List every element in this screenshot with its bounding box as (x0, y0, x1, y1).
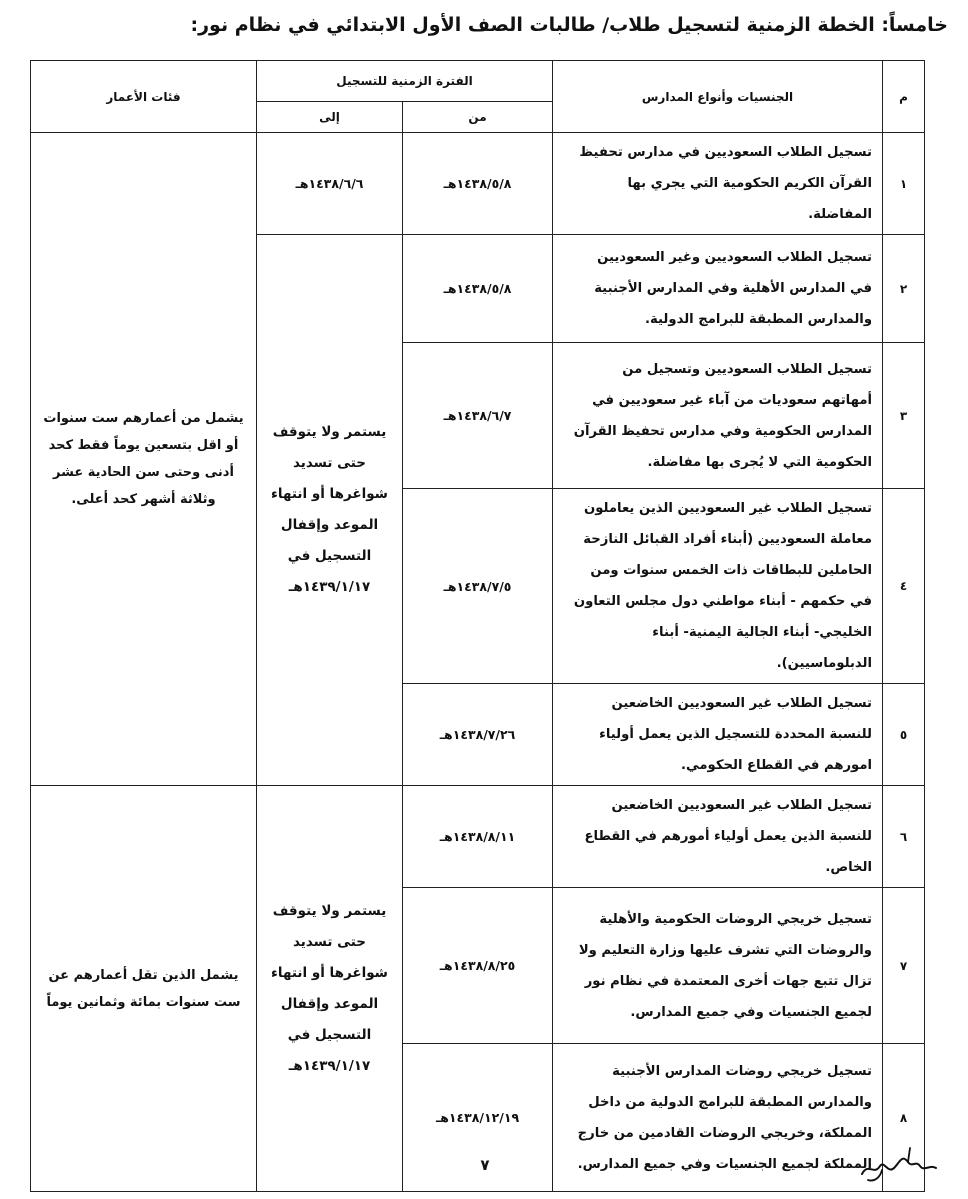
row-description: تسجيل الطلاب غير السعوديين الذين يعاملون معاملة السعوديين (أبناء أفراد القبائل النازحة الحاملين للبطاقات ذات الخمس سنوات ومن في حكمهم - أبناء مواطني دول مجلس التعاون الخليجي- أبناء الجالية اليمنية- أبناء الدبلوماسيين). (553, 489, 883, 684)
row-from-date: ١٤٣٨/٨/٢٥هـ (403, 888, 553, 1044)
row-from-date: ١٤٣٨/٦/٧هـ (403, 343, 553, 489)
row-description: تسجيل الطلاب السعوديين وغير السعوديين في المدارس الأهلية وفي المدارس الأجنبية والمدارس المطبقة للبرامج الدولية. (553, 235, 883, 343)
row-to-date: ١٤٣٨/٦/٦هـ (257, 133, 403, 235)
row-number: ٤ (883, 489, 925, 684)
row-description: تسجيل الطلاب غير السعوديين الخاضعين للنسبة الذين يعمل أولياء أمورهم في القطاع الخاص. (553, 786, 883, 888)
row-from-date: ١٤٣٨/٧/٥هـ (403, 489, 553, 684)
age-group-cell: يشمل الذين تقل أعمارهم عن ست سنوات بمائة وثمانين يوماً (31, 786, 257, 1192)
header-description: الجنسيات وأنواع المدارس (553, 61, 883, 133)
row-number: ٥ (883, 684, 925, 786)
row-number: ٢ (883, 235, 925, 343)
header-number: م (883, 61, 925, 133)
row-from-date: ١٤٣٨/١٢/١٩هـ (403, 1044, 553, 1192)
header-to: إلى (257, 102, 403, 133)
row-from-date: ١٤٣٨/٨/١١هـ (403, 786, 553, 888)
row-from-date: ١٤٣٨/٥/٨هـ (403, 235, 553, 343)
row-description: تسجيل خريجي الروضات الحكومية والأهلية والروضات التي تشرف عليها وزارة التعليم ولا تزال تتبع جهات أخرى المعتمدة في نظام نور لجميع الجنسيات وفي جميع المدارس. (553, 888, 883, 1044)
page-number: ٧ (480, 1156, 490, 1174)
table-row (31, 786, 925, 888)
registration-end-note: يستمر ولا يتوقف حتى تسديد شواغرها أو انتهاء الموعد وإقفال التسجيل في ١٤٣٩/١/١٧هـ (257, 235, 403, 786)
row-from-date: ١٤٣٨/٧/٢٦هـ (403, 684, 553, 786)
page-title: خامساً: الخطة الزمنية لتسجيل طلاب/ طالبات الصف الأول الابتدائي في نظام نور: (190, 14, 948, 36)
row-from-date: ١٤٣٨/٥/٨هـ (403, 133, 553, 235)
row-number: ٦ (883, 786, 925, 888)
registration-end-note: يستمر ولا يتوقف حتى تسديد شواغرها أو انتهاء الموعد وإقفال التسجيل في ١٤٣٩/١/١٧هـ (257, 786, 403, 1192)
row-number: ٣ (883, 343, 925, 489)
row-number: ٧ (883, 888, 925, 1044)
table-row (31, 133, 925, 235)
registration-schedule-table (30, 60, 925, 1192)
row-number: ٨ (883, 1044, 925, 1192)
header-age: فئات الأعمار (31, 61, 257, 133)
row-description: تسجيل الطلاب غير السعوديين الخاضعين للنسبة المحددة للتسجيل الذين يعمل أولياء امورهم في القطاع الحكومي. (553, 684, 883, 786)
age-group-cell: يشمل من أعمارهم ست سنوات أو اقل بتسعين يوماً فقط كحد أدنى وحتى سن الحادية عشر وثلاثة أشهر كحد أعلى. (31, 133, 257, 786)
row-description: تسجيل الطلاب السعوديين في مدارس تحفيظ القرآن الكريم الحكومية التي يجري بها المفاضلة. (553, 133, 883, 235)
header-period: الفترة الزمنية للتسجيل (257, 61, 553, 102)
row-number: ١ (883, 133, 925, 235)
handwritten-signature (858, 1140, 944, 1186)
table-header-row (31, 61, 925, 102)
row-description: تسجيل الطلاب السعوديين وتسجيل من أمهاتهم سعوديات من آباء غير سعوديين في المدارس الحكومية وفي مدارس تحفيظ القرآن الحكومية التي لا يُجرى بها مفاضلة. (553, 343, 883, 489)
header-from: من (403, 102, 553, 133)
row-description: تسجيل خريجي روضات المدارس الأجنبية والمدارس المطبقة للبرامج الدولية من داخل المملكة، وخريجي الروضات القادمين من خارج المملكة لجميع الجنسيات وفي جميع المدارس. (553, 1044, 883, 1192)
